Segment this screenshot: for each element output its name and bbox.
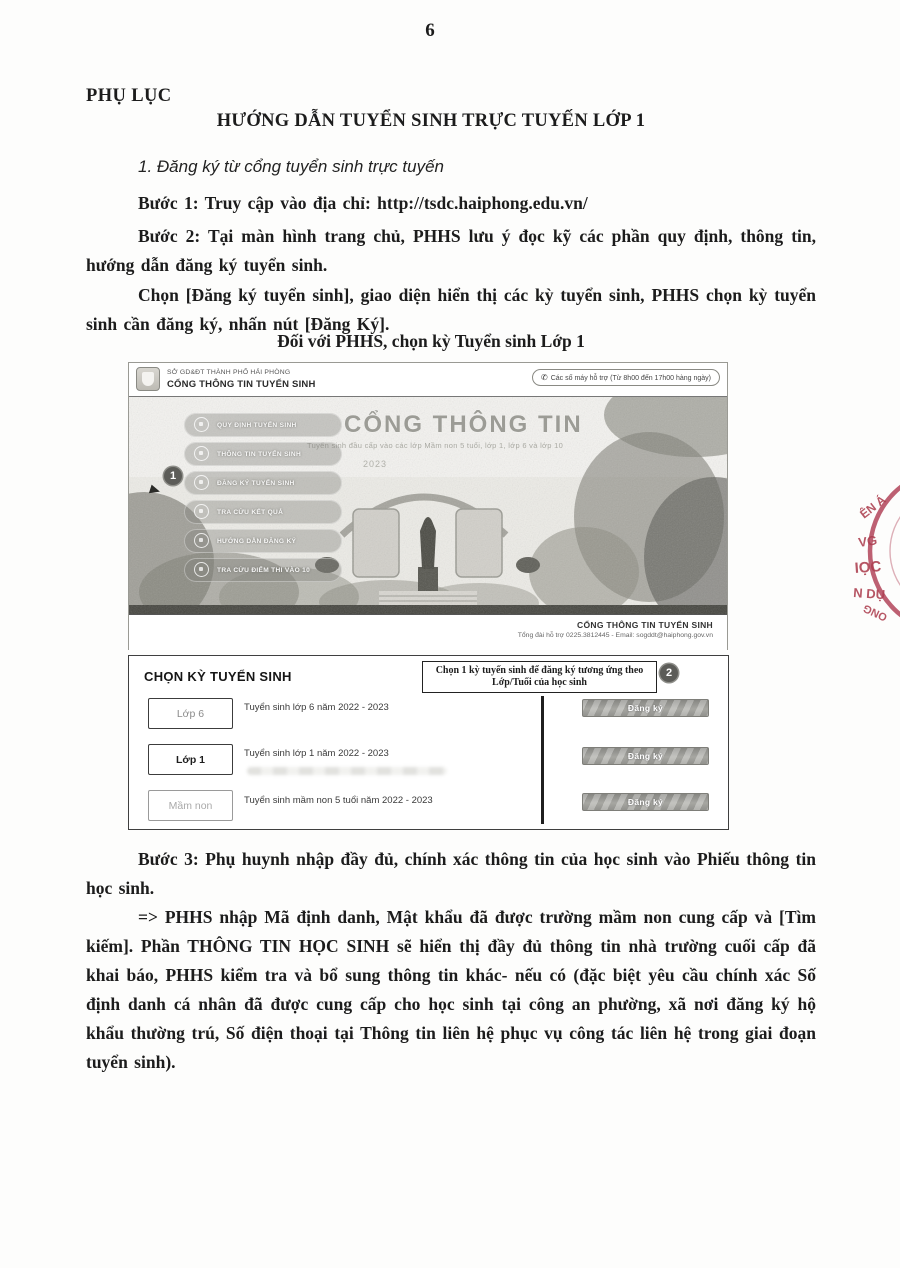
score-lookup-icon [194,562,209,577]
scan-smudge [247,767,447,775]
chooser-callout: Chọn 1 kỳ tuyển sinh để đăng ký tương ứng theo Lớp/Tuổi của học sinh [422,661,657,693]
menu-item-dang-ky: ĐĂNG KÝ TUYỂN SINH [184,471,342,495]
section-heading: 1. Đăng ký từ cổng tuyển sinh trực tuyến [138,157,444,176]
step1-text: Bước 1: Truy cập vào địa chỉ: http://tsdc.haiphong.edu.vn/ [138,193,588,213]
stamp-text-fragment: ONG [861,601,890,624]
row-desc-lop-1: Tuyển sinh lớp 1 năm 2022 - 2023 [244,748,389,759]
official-stamp [852,467,900,635]
portal-home-screenshot [128,362,728,650]
page-number: 6 [425,20,435,41]
register-button-lop-6: Đăng ký [582,699,709,717]
register-button-lop-1: Đăng ký [582,747,709,765]
menu-item-tra-cuu-ket-qua: TRA CỨU KẾT QUẢ [184,500,342,524]
stamp-text-fragment: IỌC [854,558,882,577]
row-desc-lop-6: Tuyển sinh lớp 6 năm 2022 - 2023 [244,702,389,713]
figure-caption: Đối với PHHS, chọn kỳ Tuyển sinh Lớp 1 [277,331,585,351]
stamp-inner-ring [890,489,900,613]
hotline-box [532,369,720,386]
stamp-text-fragment: ÊN Á [857,492,889,522]
banner-subtitle: Tuyển sinh đầu cấp vào các lớp Mầm non 5 tuổi, lớp 1, lớp 6 và lớp 10 [307,441,564,450]
register-button-mam-non: Đăng ký [582,793,709,811]
result-search-icon [194,504,209,519]
stamp-text-fragment: N DỤ [852,585,886,603]
appendix-label: PHỤ LỤC [86,86,172,106]
guide-icon [194,533,209,548]
choose-paragraph: Chọn [Đăng ký tuyển sinh], giao diện hiển thị các kỳ tuyển sinh, PHHS chọn kỳ tuyển sinh cần đăng ký, nhấn nút [Đăng Ký]. [86,285,816,334]
portal-header [129,363,727,396]
chooser-screenshot [128,655,729,830]
register-icon [194,475,209,490]
banner-year: 2023 [363,459,388,469]
rules-icon [194,417,209,432]
portal-site-name: CỔNG THÔNG TIN TUYỂN SINH [167,379,316,390]
grade-box-mam-non: Mầm non [148,790,233,821]
row-desc-mam-non: Tuyển sinh mầm non 5 tuổi năm 2022 - 2023 [244,795,433,806]
portal-menu [184,413,342,587]
step2-paragraph: Bước 2: Tại màn hình trang chủ, PHHS lưu ý đọc kỹ các phần quy định, thông tin, hướng dẫn đăng ký tuyển sinh. [86,226,816,275]
info-icon [194,446,209,461]
banner-title: CỔNG THÔNG TIN [344,411,583,438]
menu-item-thong-tin: THÔNG TIN TUYỂN SINH [184,442,342,466]
menu-item-tra-cuu-diem: TRA CỨU ĐIỂM THI VÀO 10 [184,558,342,582]
hotline-text: Các số máy hỗ trợ (Từ 8h00 đến 17h00 hàng ngày) [550,375,711,382]
grade-box-lop-6: Lớp 6 [148,698,233,729]
note-paragraph: => PHHS nhập Mã định danh, Mật khẩu đã được trường mầm non cung cấp và [Tìm kiếm]. Phần THÔNG TIN HỌC SINH sẽ hiển thị đầy đủ thông tin nhà trường cuối cấp đã khai báo, PHHS kiểm tra và bổ sung thông tin khác- nếu có (đặc biệt yêu cầu chính xác Số định danh cá nhân đã được cung cấp cho học sinh tại công an phường, xã nơi đăng ký hộ khẩu thường trú, Số điện thoại tại Thông tin liên hệ phục vụ công tác liên hệ trong giai đoạn tuyển sinh). [86,907,816,1072]
grade-box-lop-1: Lớp 1 [148,744,233,775]
portal-banner-photo [129,396,727,614]
step-marker-1: 1 [164,467,182,485]
portal-footer-contact: Tổng đài hỗ trợ 0225.3812445 - Email: sogddt@haiphong.gov.vn [517,632,713,639]
portal-logo [136,367,160,391]
portal-org-name: SỞ GD&ĐT THÀNH PHỐ HẢI PHÒNG [167,369,291,376]
page-title: HƯỚNG DẪN TUYỂN SINH TRỰC TUYẾN LỚP 1 [216,111,646,131]
stamp-text-fragment: VG [857,532,879,550]
menu-item-quy-dinh: QUY ĐỊNH TUYỂN SINH [184,413,342,437]
step-marker-2: 2 [660,664,678,682]
phone-icon: ✆ [541,373,548,382]
portal-footer [129,614,727,650]
stamp-art [852,467,900,635]
menu-item-huong-dan: HƯỚNG DẪN ĐĂNG KÝ [184,529,342,553]
portal-footer-title: CỔNG THÔNG TIN TUYỂN SINH [577,620,713,630]
step3-paragraph: Bước 3: Phụ huynh nhập đầy đủ, chính xác thông tin của học sinh vào Phiếu thông tin học sinh. [86,849,816,898]
divider [541,696,544,824]
chooser-title: CHỌN KỲ TUYỂN SINH [144,669,292,684]
